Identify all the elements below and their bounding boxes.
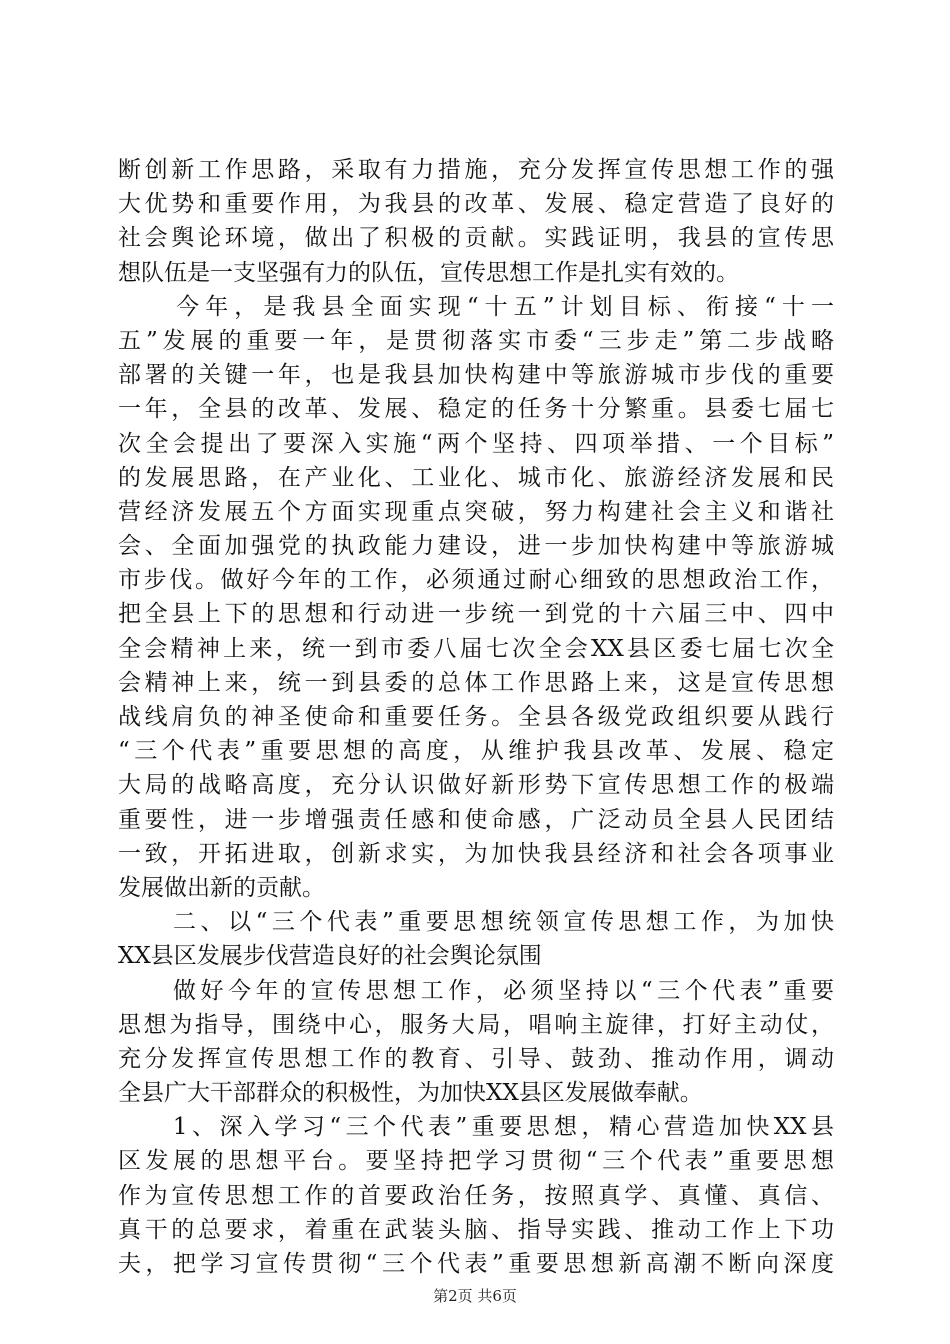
text-line: 大局的战略高度，充分认识做好新形势下宣传思想工作的极端 [118, 772, 834, 799]
text-line: 会、全面加强党的执政能力建设，进一步加快构建中等旅游城 [118, 533, 834, 560]
text-line: 思想为指导，围绕中心，服务大局，唱响主旋律，打好主动仗， [118, 1011, 834, 1038]
text-line: 今年，是我县全面实现“十五”计划目标、衔接“十一 [118, 293, 834, 320]
text-line: “三个代表”重要思想的高度，从维护我县改革、发展、稳定 [118, 738, 834, 765]
text-line: 一致，开拓进取，创新求实，为加快我县经济和社会各项事业 [118, 840, 834, 867]
text-line: 发展做出新的贡献。 [118, 874, 325, 901]
text-line: 作为宣传思想工作的首要政治任务，按照真学、真懂、真信、 [118, 1182, 834, 1209]
text-line: 断创新工作思路，采取有力措施，充分发挥宣传思想工作的强 [118, 157, 834, 183]
text-line: 的发展思路，在产业化、工业化、城市化、旅游经济发展和民 [118, 464, 834, 491]
text-line: 部署的关键一年，也是我县加快构建中等旅游城市步伐的重要 [118, 362, 834, 389]
text-line: 1、深入学习“三个代表”重要思想，精心营造加快XX县 [118, 1114, 834, 1141]
text-line: 五”发展的重要一年，是贯彻落实市委“三步走”第二步战略 [118, 327, 834, 354]
text-line: 会精神上来，统一到县委的总体工作思路上来，这是宣传思想 [118, 669, 834, 696]
text-line: 营经济发展五个方面实现重点突破，努力构建社会主义和谐社 [118, 498, 834, 525]
page-number-footer: 第2页 共6页 [433, 1287, 517, 1305]
text-line: 一年，全县的改革、发展、稳定的任务十分繁重。县委七届七 [118, 396, 834, 423]
text-line: 重要性，进一步增强责任感和使命感，广泛动员全县人民团结 [118, 806, 834, 833]
text-line: 次全会提出了要深入实施“两个坚持、四项举措、一个目标” [118, 430, 834, 457]
text-line: 真干的总要求，着重在武装头脑、指导实践、推动工作上下功 [118, 1216, 834, 1243]
text-line: 做好今年的宣传思想工作，必须坚持以“三个代表”重要 [118, 977, 834, 1004]
text-line: 战线肩负的神圣使命和重要任务。全县各级党政组织要从践行 [118, 704, 834, 730]
text-line: 想队伍是一支坚强有力的队伍，宣传思想工作是扎实有效的。 [118, 259, 739, 286]
text-line: 充分发挥宣传思想工作的教育、引导、鼓劲、推动作用，调动 [118, 1045, 834, 1072]
text-line: 市步伐。做好今年的工作，必须通过耐心细致的思想政治工作， [118, 567, 834, 594]
text-line: 全县广大干部群众的积极性，为加快XX县区发展做奉献。 [118, 1080, 703, 1107]
text-line: 大优势和重要作用，为我县的改革、发展、稳定营造了良好的 [118, 191, 834, 218]
section-heading-line: 二、以“三个代表”重要思想统领宣传思想工作，为加快 [118, 909, 834, 936]
text-line: 把全县上下的思想和行动进一步统一到党的十六届三中、四中 [118, 601, 834, 628]
text-line: 社会舆论环境，做出了积极的贡献。实践证明，我县的宣传思 [118, 225, 834, 252]
body-text [118, 153, 834, 1281]
text-line: 全会精神上来，统一到市委八届七次全会XX县区委七届七次全 [118, 635, 834, 662]
text-line: 夫，把学习宣传贯彻“三个代表”重要思想新高潮不断向深度 [118, 1251, 834, 1277]
text-line: 区发展的思想平台。要坚持把学习贯彻“三个代表”重要思想 [118, 1148, 834, 1175]
section-heading-line: XX县区发展步伐营造良好的社会舆论氛围 [118, 943, 542, 970]
